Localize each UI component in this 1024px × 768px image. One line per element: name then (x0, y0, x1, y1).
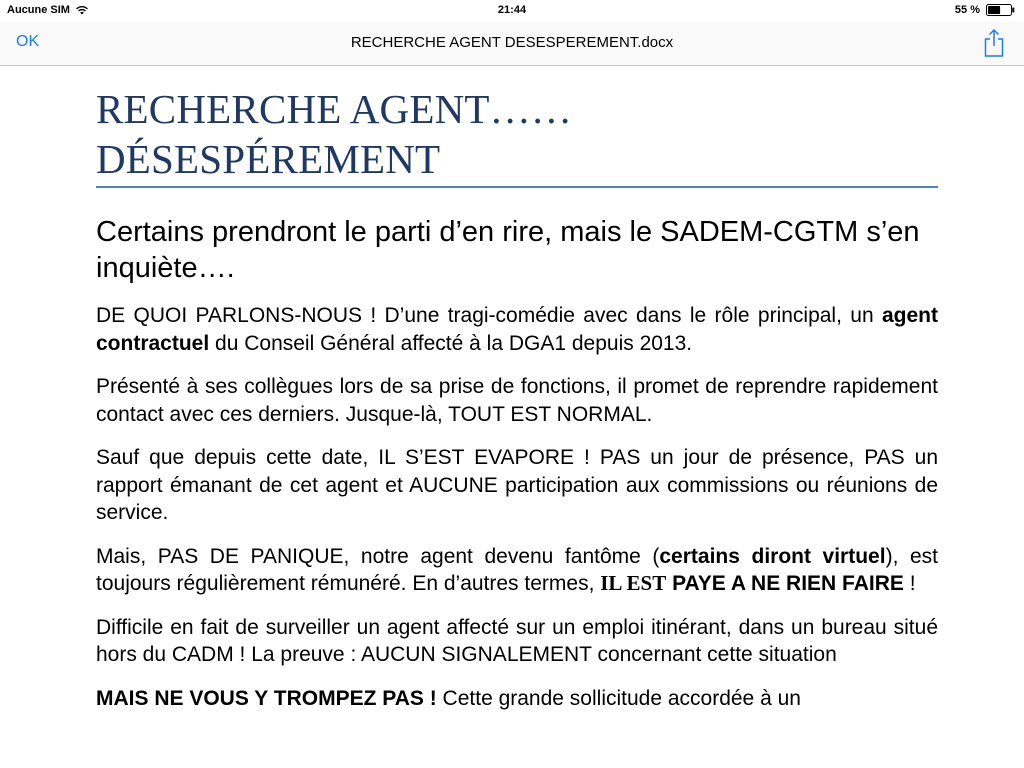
title-underline (96, 186, 938, 188)
emphasized-text: MAIS NE VOUS Y TROMPEZ PAS ! (96, 686, 437, 710)
emphasized-text: agent contractuel (96, 304, 944, 355)
navigation-bar (0, 22, 1024, 66)
paragraph-text: DE QUOI PARLONS-NOUS ! D’une tragi-comédie avec dans le rôle principal, un (96, 304, 882, 327)
carrier-label: Aucune SIM (7, 4, 70, 16)
paragraph-text: Mais, PAS DE PANIQUE, notre agent devenu fantôme ( (96, 544, 660, 568)
battery-percent: 55 % (954, 4, 980, 16)
document-title-line-2: DÉSESPÉREMENT (96, 136, 441, 182)
paragraph (96, 302, 944, 357)
emphasized-text: IL EST (600, 571, 667, 595)
document-body (96, 302, 944, 712)
document-page[interactable] (96, 66, 944, 768)
document-title (96, 84, 938, 184)
document-title-line-1: RECHERCHE AGENT…… (96, 86, 573, 132)
paragraph (96, 614, 944, 669)
status-right (955, 4, 1016, 16)
status-bar (0, 0, 1024, 22)
share-icon[interactable] (982, 28, 1006, 58)
paragraph-text: Présenté à ses collègues lors de sa prise de fonctions, il promet de reprendre rapidement contact avec ces derniers. Jusque-là, TOUT EST NORMAL. (96, 375, 944, 426)
ok-button[interactable]: OK (16, 33, 40, 50)
paragraph (96, 685, 938, 713)
paragraph-text: ! (903, 572, 916, 595)
paragraph (96, 444, 944, 527)
paragraph-text: ), est toujours régulièrement rémunéré. En d’autres termes, (96, 544, 944, 595)
document-subtitle: Certains prendront le parti d’en rire, mais le SADEM-CGTM s’en inquiète…. (96, 216, 920, 284)
emphasized-text: certains diront virtuel (659, 544, 886, 568)
paragraph (96, 543, 944, 598)
clock: 21:44 (497, 4, 527, 16)
battery-icon (986, 4, 1016, 16)
paragraph (96, 373, 944, 428)
paragraph-text: Cette grande sollicitude accordée à un (436, 686, 801, 710)
emphasized-text: PAYE A NE RIEN FAIRE (672, 572, 904, 595)
paragraph-text: du Conseil Général affecté à la DGA1 depuis 2013. (209, 331, 693, 355)
document-filename: RECHERCHE AGENT DESESPEREMENT.docx (350, 34, 674, 51)
paragraph-text: Sauf que depuis cette date, IL S’EST EVAPORE ! PAS un jour de présence, PAS un rapport émanant de cet agent et AUCUNE participation aux commissions ou réunions de service. (96, 446, 944, 524)
paragraph-text: Difficile en fait de surveiller un agent affecté sur un emploi itinérant, dans un bureau situé hors du CADM ! La preuve : AUCUN SIGNALEMENT concernant cette situation (96, 615, 944, 666)
